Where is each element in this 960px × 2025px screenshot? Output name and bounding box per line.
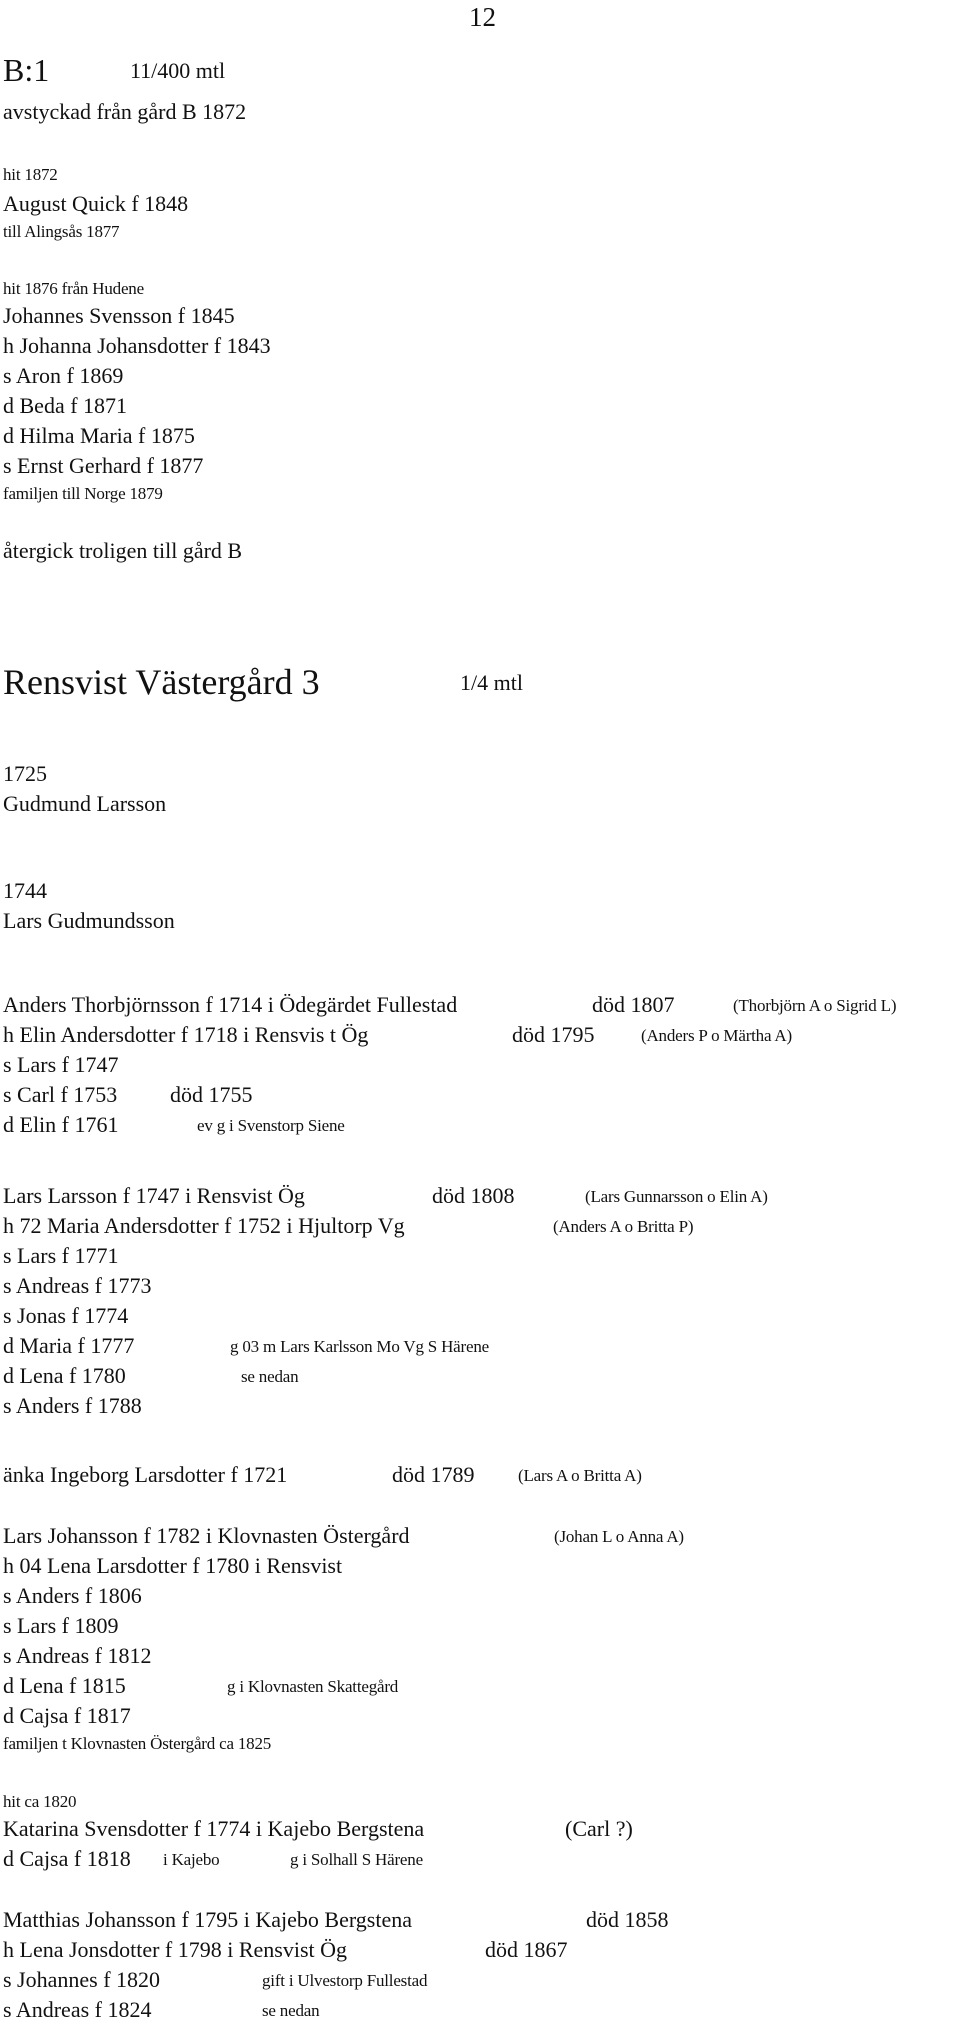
text-span: Johannes Svensson f 1845 (3, 303, 235, 328)
text-span: s Anders f 1806 (3, 1583, 142, 1608)
text-span: Katarina Svensdotter f 1774 i Kajebo Bergstena (3, 1816, 425, 1841)
text-span: d Lena f 1780 (3, 1363, 126, 1388)
text-span: s Lars f 1771 (3, 1243, 119, 1268)
text-span: 1/4 mtl (460, 670, 523, 695)
text-span: Gudmund Larsson (3, 791, 167, 816)
text-span: h Elin Andersdotter f 1718 i Rensvis t Ög (3, 1022, 369, 1047)
text-span: i Kajebo (163, 1850, 220, 1869)
text-span: 1744 (3, 878, 47, 903)
text-span: s Lars f 1809 (3, 1613, 119, 1638)
text-span: se nedan (241, 1367, 299, 1386)
text-span: Lars Larsson f 1747 i Rensvist Ög (3, 1183, 305, 1208)
text-span: s Andreas f 1824 (3, 1997, 152, 2022)
text-span: g i Solhall S Härene (290, 1850, 423, 1869)
text-span: (Lars Gunnarsson o Elin A) (585, 1187, 768, 1206)
text-span: d Maria f 1777 (3, 1333, 135, 1358)
text-span: (Johan L o Anna A) (554, 1527, 684, 1546)
text-span: d Elin f 1761 (3, 1112, 119, 1137)
text-span: g i Klovnasten Skattegård (227, 1677, 399, 1696)
text-span: död 1867 (485, 1937, 568, 1962)
text-span: 11/400 mtl (130, 58, 226, 83)
text-span: g 03 m Lars Karlsson Mo Vg S Härene (230, 1337, 489, 1356)
text-span: Lars Gudmundsson (3, 908, 175, 933)
text-span: (Anders P o Märtha A) (641, 1026, 792, 1045)
text-span: d Cajsa f 1818 (3, 1846, 131, 1871)
text-span: s Andreas f 1812 (3, 1643, 152, 1668)
text-span: s Jonas f 1774 (3, 1303, 129, 1328)
text-span: (Lars A o Britta A) (518, 1466, 642, 1485)
text-span: död 1807 (592, 992, 675, 1017)
text-span: s Andreas f 1773 (3, 1273, 152, 1298)
text-span: till Alingsås 1877 (3, 222, 120, 241)
text-span: d Hilma Maria f 1875 (3, 423, 195, 448)
text-span: avstyckad från gård B 1872 (3, 99, 247, 124)
text-span: Matthias Johansson f 1795 i Kajebo Bergstena (3, 1907, 412, 1932)
text-span: död 1858 (586, 1907, 669, 1932)
text-span: h Johanna Johansdotter f 1843 (3, 333, 271, 358)
text-span: hit 1876 från Hudene (3, 279, 144, 298)
text-span: (Anders A o Britta P) (553, 1217, 694, 1236)
page-number: 12 (469, 2, 496, 32)
text-span: hit ca 1820 (3, 1792, 77, 1811)
text-span: (Thorbjörn A o Sigrid L) (733, 996, 897, 1015)
text-span: död 1755 (170, 1082, 253, 1107)
text-span: s Anders f 1788 (3, 1393, 142, 1418)
text-span: h Lena Jonsdotter f 1798 i Rensvist Ög (3, 1937, 348, 1962)
text-span: h 72 Maria Andersdotter f 1752 i Hjultorp Vg (3, 1213, 405, 1238)
text-span: s Aron f 1869 (3, 363, 124, 388)
text-span: h 04 Lena Larsdotter f 1780 i Rensvist (3, 1553, 343, 1578)
text-span: gift i Ulvestorp Fullestad (262, 1971, 428, 1990)
text-span: s Johannes f 1820 (3, 1967, 161, 1992)
text-span: (Carl ?) (565, 1816, 633, 1841)
text-span: B:1 (3, 52, 50, 88)
text-span: änka Ingeborg Larsdotter f 1721 (3, 1462, 288, 1487)
text-span: Rensvist Västergård 3 (3, 662, 320, 702)
text-span: död 1795 (512, 1022, 595, 1047)
text-span: familjen t Klovnasten Östergård ca 1825 (3, 1734, 272, 1753)
text-span: familjen till Norge 1879 (3, 484, 163, 503)
text-span: August Quick f 1848 (3, 191, 189, 216)
text-span: d Beda f 1871 (3, 393, 128, 418)
text-span: s Ernst Gerhard f 1877 (3, 453, 204, 478)
text-span: hit 1872 (3, 165, 58, 184)
text-span: s Carl f 1753 (3, 1082, 118, 1107)
text-span: s Lars f 1747 (3, 1052, 119, 1077)
text-span: 1725 (3, 761, 47, 786)
text-span: Anders Thorbjörnsson f 1714 i Ödegärdet Fullestad (3, 992, 458, 1017)
text-span: död 1808 (432, 1183, 515, 1208)
text-span: ev g i Svenstorp Siene (197, 1116, 345, 1135)
text-span: d Cajsa f 1817 (3, 1703, 131, 1728)
text-span: d Lena f 1815 (3, 1673, 126, 1698)
text-span: Lars Johansson f 1782 i Klovnasten Östergård (3, 1523, 410, 1548)
text-span: se nedan (262, 2001, 320, 2020)
text-span: död 1789 (392, 1462, 475, 1487)
text-span: återgick troligen till gård B (3, 538, 243, 563)
